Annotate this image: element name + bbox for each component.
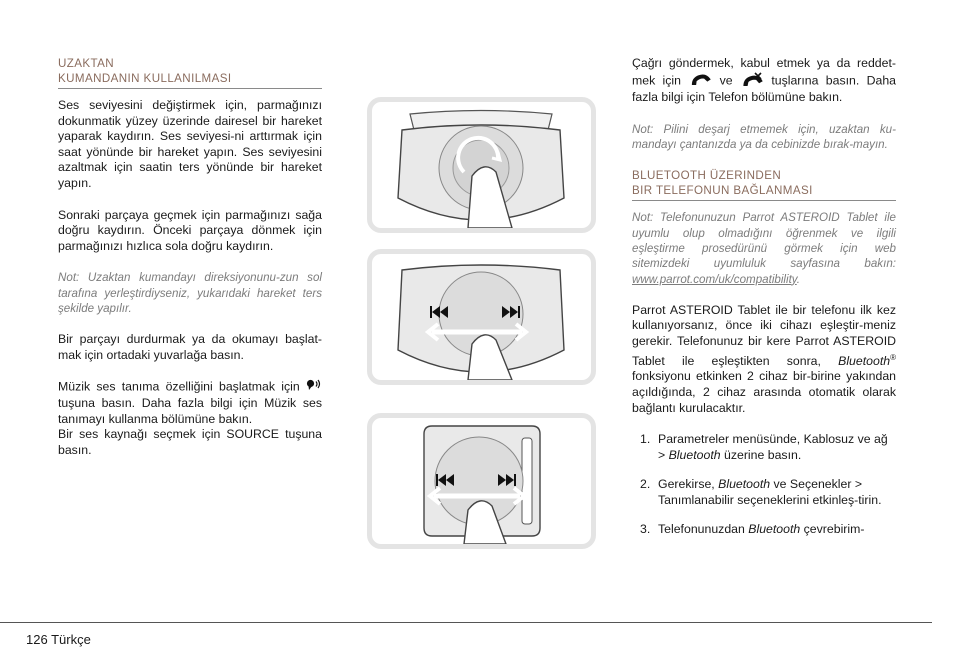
step-italic: Bluetooth <box>748 522 801 537</box>
step-text-a: Gerekirse, <box>658 477 715 492</box>
steps-list <box>632 432 896 538</box>
page-footer: 126 Türkçe <box>26 632 91 647</box>
section-heading-remote <box>58 56 322 89</box>
step-text-b: üzerine basın. <box>724 447 802 462</box>
right-column <box>632 56 896 552</box>
step-italic: Bluetooth <box>718 477 771 492</box>
left-column <box>58 56 322 474</box>
heading-line-2: KUMANDANIN KULLANILMASI <box>58 72 232 85</box>
heading-line-1: UZAKTAN <box>58 57 115 70</box>
step-number: 3. <box>640 522 651 537</box>
step-text-a: Telefonunuzdan <box>658 522 745 537</box>
paragraph-call <box>632 56 896 106</box>
list-item <box>632 432 896 463</box>
voice-text-pre: Müzik ses tanıma özelliğini başlatmak için <box>58 379 300 394</box>
call-accept-icon <box>688 73 712 90</box>
pairing-text-a: Parrot ASTEROID Tablet ile bir telefonu ilk kez kullanıyorsanız, önce iki cihazı eşleştir-meniz gerekir. Telefonunuz bir kere Parrot ASTEROID Tablet ile eşleştikten sonra, <box>632 302 896 368</box>
step-italic: Bluetooth <box>668 447 721 462</box>
note-battery: Not: Pilini deşarj etmemek için, uzaktan ku-mandayı çantanızda ya da cebinizde bırak-mayın. <box>632 122 896 152</box>
step-text-b: çevrebirim- <box>803 522 865 537</box>
heading-line-2: BIR TELEFONUN BAĞLANMASI <box>632 184 813 198</box>
footer-divider <box>0 622 932 623</box>
call-text-a: Çağrı göndermek, kabul etmek ya da reddet-mek için <box>632 56 896 88</box>
heading-line-1: BLUETOOTH ÜZERINDEN <box>632 169 782 183</box>
paragraph-pause: Bir parçayı durdurmak ya da okumayı başlat-mak için ortadaki yuvarlağa basın. <box>58 332 322 362</box>
call-text-b: tuşlarına basın. Daha fazla bilgi için Telefon bölümüne bakın. <box>632 73 897 105</box>
paragraph-volume: Ses seviyesini değiştirmek için, parmağınızı dokunmatik yüzey üzerinde dairesel bir hareket yaparak kaydırın. Ses seviyesi-ni arttırmak için saat yönünde bir hareket yapın. Ses seviyesini azaltmak için saatin ters yönünde bir hareket yapın. <box>58 98 322 190</box>
step-number: 2. <box>640 477 651 492</box>
note-compatibility: Not: Telefonunuzun Parrot ASTEROID Tablet ile uyumlu olup olmadığını öğrenmek ve ilgili eşleştirme prosedürünü görmek için web sitemizdeki uyumluluk sayfasına bakın: www.parrot.com/uk/compatibility. <box>632 211 896 286</box>
step-text-b: ve Seçenekler > Tanımlanabilir seçeneklerini etkinleş-tirin. <box>658 477 882 507</box>
registered-mark: ® <box>890 352 896 362</box>
paragraph-track: Sonraki parçaya geçmek için parmağınızı sağa doğru kaydırın. Önceki parçaya dönmek için parmağınızı hızlıca sola doğru kaydırın. <box>58 207 322 253</box>
illustration-rotate <box>367 97 596 233</box>
pairing-text-b: fonksiyonu etkinken 2 cihaz bir-birine yakından açıldığında, 2 cihaz arasında otomatik olarak bağlantı kurulacaktır. <box>632 369 896 415</box>
paragraph-pairing <box>632 303 896 416</box>
note-steering: Not: Uzaktan kumandayı direksiyonunu-zun sol tarafına yerleştirdiyseniz, yukarıdaki hareket ters şekilde yapılır. <box>58 271 322 315</box>
section-heading-bluetooth <box>632 168 896 201</box>
bluetooth-term: Bluetooth <box>838 353 891 368</box>
step-text-a: Parametreler menüsünde, Kablosuz ve ağ > <box>658 432 888 462</box>
paragraph-source: Bir ses kaynağı seçmek için SOURCE tuşuna basın. <box>58 427 322 457</box>
compatibility-link[interactable]: www.parrot.com/uk/compatibility <box>632 272 797 286</box>
compat-text: Not: Telefonunuzun Parrot ASTEROID Tablet ile uyumlu olup olmadığını öğrenmek ve ilgili eşleştirme prosedürünü görmek için web sitemizdeki uyumluluk sayfasına bakın: <box>632 211 896 271</box>
list-item <box>632 477 896 508</box>
illustration-swipe-vertical <box>367 413 596 549</box>
illustration-swipe-horizontal <box>367 249 596 385</box>
voice-text-post: tuşuna basın. Daha fazla bilgi için Müzik ses tanımayı kullanma bölümüne bakın. <box>58 396 322 426</box>
voice-recognition-icon <box>306 379 322 396</box>
paragraph-voice <box>58 379 322 427</box>
call-reject-icon <box>740 72 764 91</box>
step-number: 1. <box>640 432 651 447</box>
call-text-ve: ve <box>719 73 733 88</box>
list-item <box>632 522 896 538</box>
